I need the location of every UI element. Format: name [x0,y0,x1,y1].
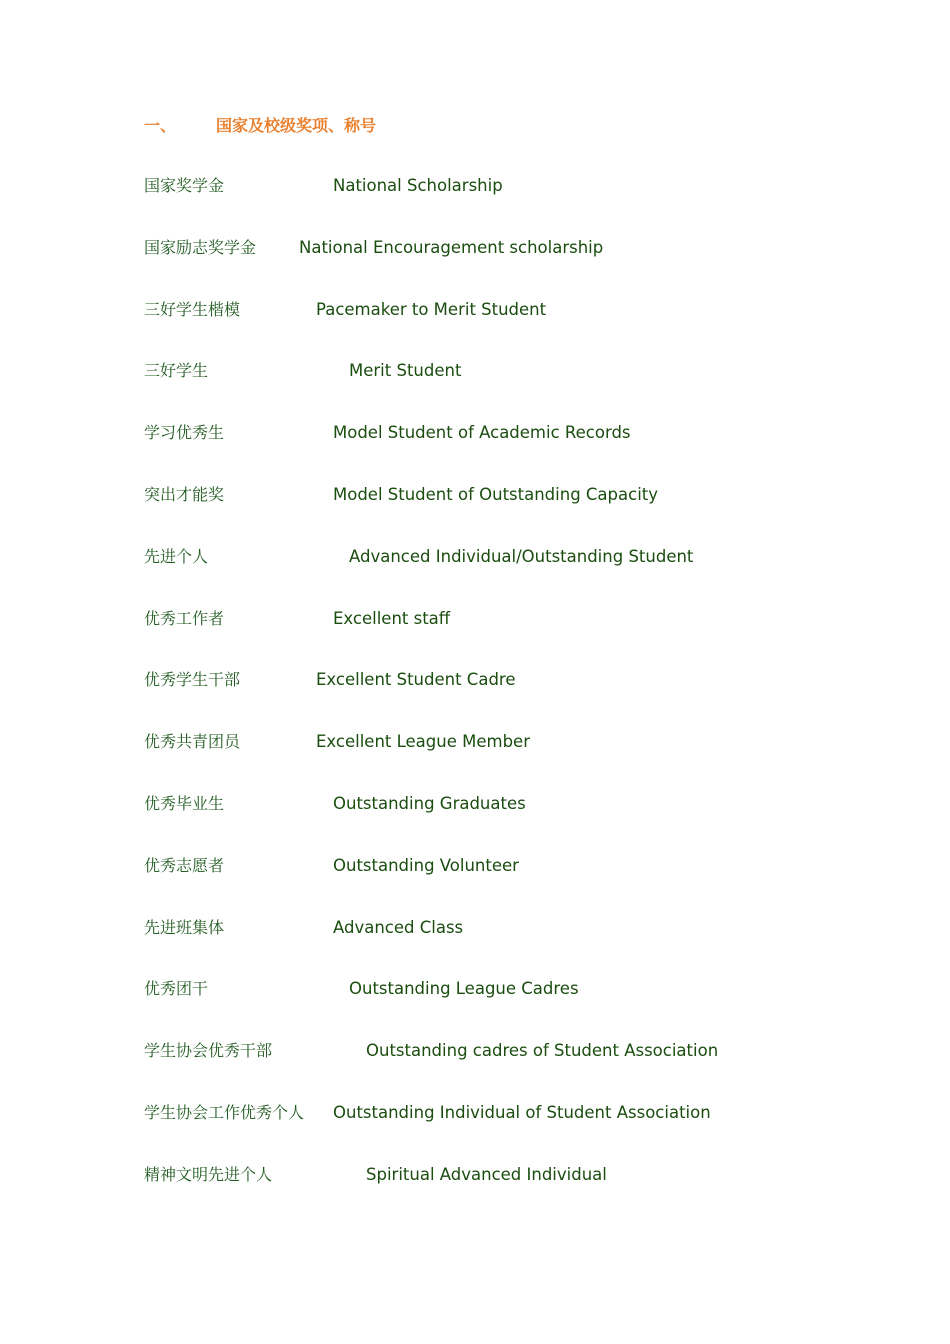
award-chinese-name: 三好学生楷模 [144,299,241,319]
award-chinese-name: 先进个人 [144,546,209,566]
award-chinese-name: 优秀志愿者 [144,855,225,875]
award-row [144,607,904,631]
award-english-name: Spiritual Advanced Individual [366,1164,607,1184]
award-row [144,545,904,569]
award-row [144,1039,904,1063]
award-english-name: Outstanding cadres of Student Association [366,1041,719,1061]
award-chinese-name: 国家奖学金 [144,176,225,195]
award-row [144,359,904,383]
award-row [144,854,904,878]
award-row [144,668,904,692]
award-chinese-name: 优秀团干 [144,979,209,999]
award-row [144,236,904,260]
award-chinese-name: 学生协会优秀干部 [144,1041,273,1061]
award-english-name: Excellent staff [333,608,451,628]
award-chinese-name: 突出才能奖 [144,484,225,504]
award-row [144,1163,904,1187]
award-row [144,1101,904,1125]
section-title: 国家及校级奖项、称号 [216,116,377,135]
award-chinese-name: 学习优秀生 [144,423,225,443]
award-english-name: National Scholarship [333,176,503,195]
award-chinese-name: 三好学生 [144,361,209,381]
award-english-name: Outstanding Volunteer [333,855,519,875]
award-row [144,916,904,940]
award-english-name: Merit Student [349,361,462,381]
award-chinese-name: 优秀共青团员 [144,732,241,752]
award-english-name: Advanced Individual/Outstanding Student [349,546,694,566]
award-english-name: Pacemaker to Merit Student [316,299,547,319]
award-row [144,174,904,198]
award-chinese-name: 精神文明先进个人 [144,1164,273,1184]
award-english-name: Advanced Class [333,917,464,937]
award-chinese-name: 先进班集体 [144,917,225,937]
award-english-name: Outstanding Graduates [333,793,526,813]
award-english-name: Outstanding Individual of Student Association [333,1102,711,1122]
award-english-name: Model Student of Academic Records [333,423,631,443]
award-chinese-name: 学生协会工作优秀个人 [144,1102,305,1122]
award-row [144,730,904,754]
award-chinese-name: 优秀工作者 [144,608,225,628]
award-english-name: Outstanding League Cadres [349,979,579,999]
awards-list [144,174,904,1225]
award-english-name: National Encouragement scholarship [299,237,604,257]
award-row [144,483,904,507]
award-chinese-name: 优秀学生干部 [144,670,241,690]
award-row [144,792,904,816]
award-english-name: Excellent League Member [316,732,530,752]
award-row [144,977,904,1001]
award-chinese-name: 优秀毕业生 [144,793,225,813]
section-number: 一、 [144,116,177,135]
award-row [144,421,904,445]
award-english-name: Model Student of Outstanding Capacity [333,484,659,504]
award-chinese-name: 国家励志奖学金 [144,237,257,257]
award-english-name: Excellent Student Cadre [316,670,516,690]
award-row [144,298,904,322]
